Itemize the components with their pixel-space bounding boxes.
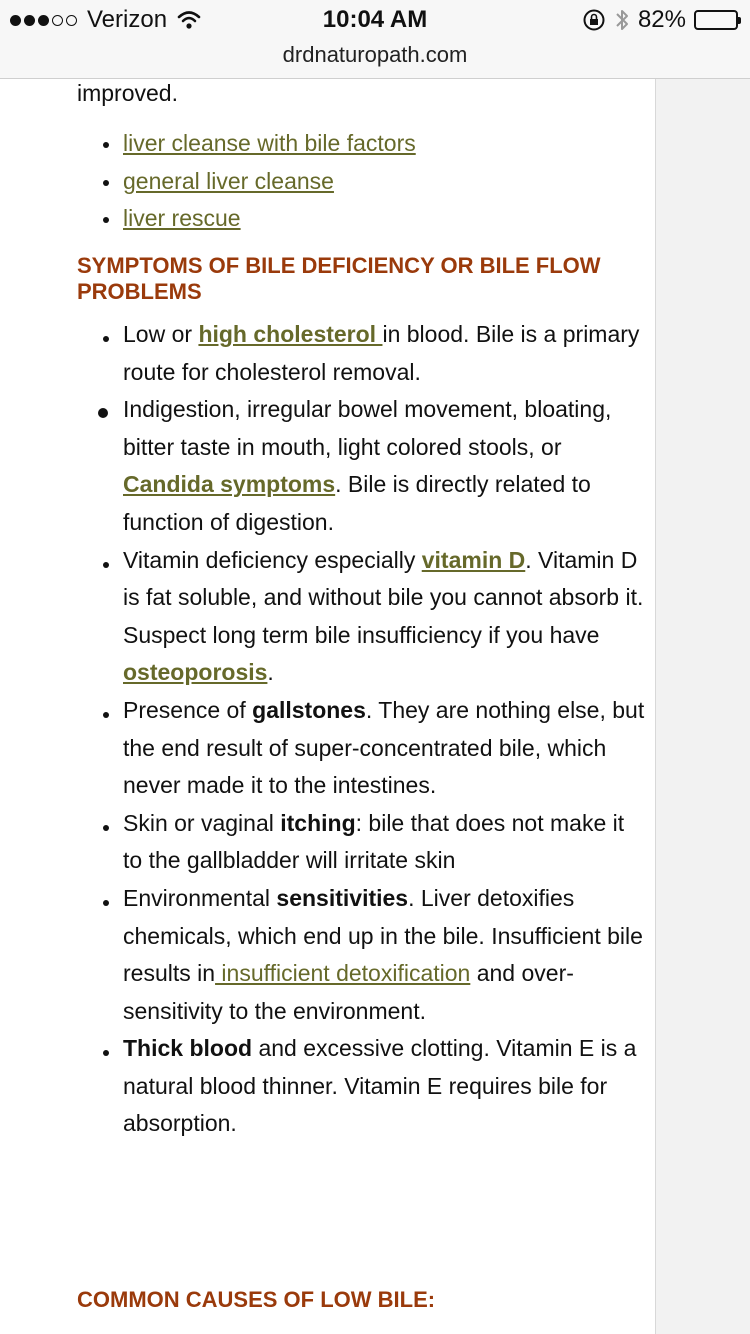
symptom-text: . Vitamin D is fat soluble, and without bile you cannot absorb it. Suspect long term bile insufficiency if you have bbox=[123, 546, 644, 648]
link-insufficient-detoxification[interactable]: insufficient detoxification bbox=[215, 960, 471, 987]
bullet-icon bbox=[103, 712, 109, 718]
emphasis-thick-blood: Thick blood bbox=[123, 1035, 253, 1062]
paragraph-tail: improved. bbox=[77, 80, 178, 106]
status-bar bbox=[0, 0, 750, 40]
bullet-icon bbox=[98, 408, 108, 418]
signal-strength-icon bbox=[10, 15, 77, 26]
bullet-icon bbox=[103, 900, 109, 906]
symptom-item bbox=[77, 542, 647, 692]
link-high-cholesterol[interactable]: high cholesterol bbox=[198, 321, 383, 347]
link-osteoporosis[interactable]: osteoporosis bbox=[123, 659, 268, 686]
symptom-item bbox=[77, 880, 647, 1030]
link-liver-rescue[interactable]: liver rescue bbox=[123, 205, 241, 231]
list-item bbox=[77, 204, 416, 242]
emphasis-gallstones: gallstones bbox=[252, 696, 366, 723]
link-candida-symptoms[interactable]: Candida symptoms bbox=[123, 471, 336, 498]
url-text[interactable]: drdnaturopath.com bbox=[282, 42, 468, 67]
symptoms-list bbox=[77, 316, 647, 1143]
symptom-text: . They are nothing else, but the end result of super-concentrated bile, which never made it to the intestines. bbox=[123, 696, 645, 799]
cleanse-links-list bbox=[77, 129, 416, 242]
heading-symptoms: SYMPTOMS OF BILE DEFICIENCY OR BILE FLOW PROBLEMS bbox=[77, 253, 601, 304]
symptom-text: Environmental bbox=[123, 884, 277, 911]
list-item bbox=[77, 129, 416, 167]
symptom-item bbox=[77, 1030, 647, 1143]
status-right bbox=[582, 6, 738, 34]
symptom-item bbox=[77, 316, 647, 391]
bullet-icon bbox=[103, 217, 109, 223]
symptom-text: Indigestion, irregular bowel movement, bloating, bitter taste in mouth, light colored stools, or bbox=[123, 396, 612, 460]
symptom-text: . Bile is directly related to function of digestion. bbox=[123, 471, 591, 535]
address-bar[interactable] bbox=[0, 40, 750, 79]
symptom-text: and over-sensitivity to the environment. bbox=[123, 960, 574, 1024]
symptom-text: Presence of bbox=[123, 696, 253, 723]
symptom-text: and excessive clotting. Vitamin E is a natural blood thinner. Vitamin E requires bile for absorption. bbox=[123, 1035, 637, 1137]
symptom-text: in blood. Bile is a primary route for cholesterol removal. bbox=[123, 321, 640, 385]
link-general-liver-cleanse[interactable]: general liver cleanse bbox=[123, 167, 334, 194]
list-item bbox=[77, 167, 416, 205]
battery-icon bbox=[694, 10, 738, 30]
symptom-text: : bile that does not make it to the gallbladder will irritate skin bbox=[123, 809, 625, 874]
bullet-icon bbox=[103, 825, 109, 831]
bluetooth-icon bbox=[614, 7, 630, 33]
wifi-icon bbox=[177, 10, 201, 30]
symptom-item bbox=[77, 391, 647, 541]
symptom-text: Vitamin deficiency especially bbox=[123, 546, 422, 573]
symptom-text: . bbox=[267, 659, 274, 686]
emphasis-itching: itching bbox=[280, 809, 356, 836]
symptom-text: Skin or vaginal bbox=[123, 809, 281, 836]
symptom-text: . Liver detoxifies chemicals, which end up in the bile. Insufficient bile results in bbox=[123, 884, 643, 987]
bullet-icon bbox=[103, 336, 109, 342]
orientation-lock-icon bbox=[582, 8, 606, 32]
bullet-icon bbox=[103, 562, 109, 568]
bullet-icon bbox=[103, 180, 109, 186]
link-liver-cleanse-bile-factors[interactable]: liver cleanse with bile factors bbox=[123, 130, 416, 156]
link-vitamin-d[interactable]: vitamin D bbox=[421, 546, 526, 573]
emphasis-sensitivities: sensitivities bbox=[276, 884, 409, 911]
clock: 10:04 AM bbox=[322, 6, 428, 33]
heading-causes: COMMON CAUSES OF LOW BILE: bbox=[77, 1287, 436, 1312]
carrier-info bbox=[10, 6, 201, 34]
carrier-name: Verizon bbox=[87, 6, 168, 33]
symptom-text: Low or bbox=[123, 321, 199, 347]
article-content bbox=[77, 79, 647, 1334]
battery-percent: 82% bbox=[637, 6, 686, 33]
symptom-item bbox=[77, 692, 647, 805]
page-sidebar bbox=[655, 79, 750, 1334]
bullet-icon bbox=[103, 1050, 109, 1056]
symptom-item bbox=[77, 805, 647, 880]
bullet-icon bbox=[103, 142, 109, 148]
